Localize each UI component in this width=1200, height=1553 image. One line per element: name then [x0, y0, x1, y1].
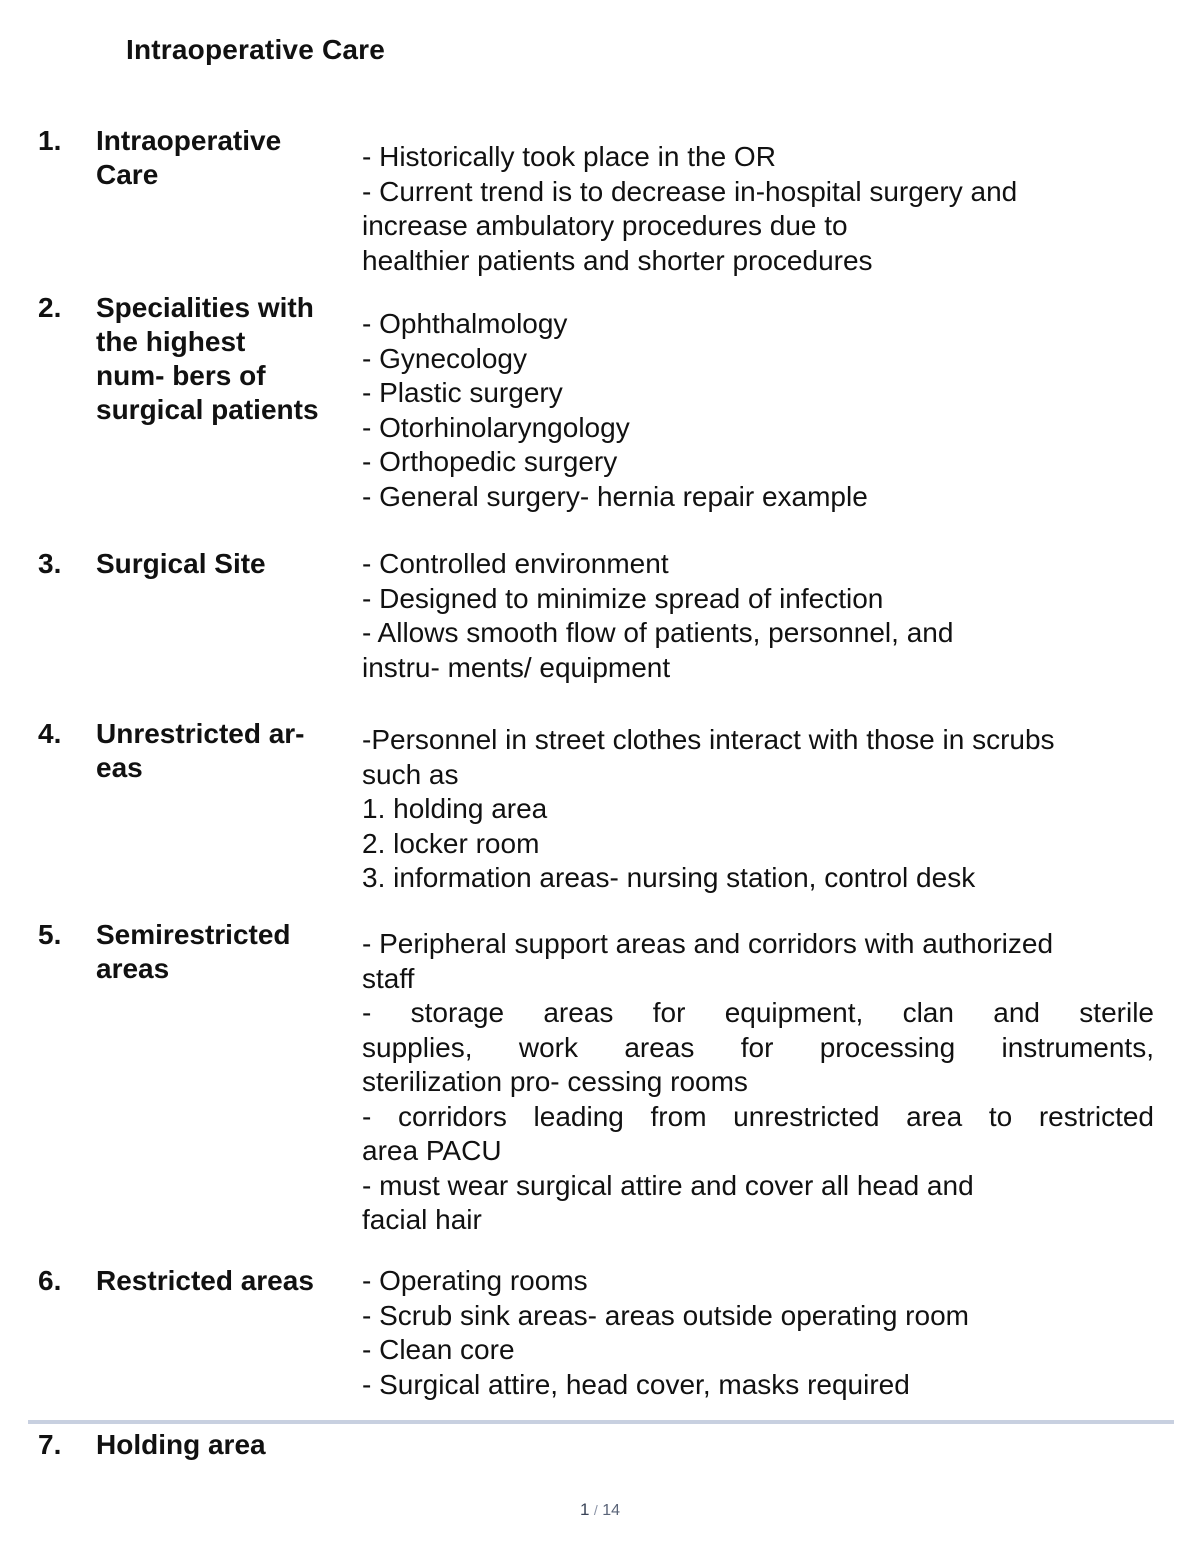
item-description: - Historically took place in the OR - Current trend is to decrease in-hospital surgery and increase ambulatory procedures due to healthier patients and shorter procedures	[362, 141, 1018, 276]
item-number: 6.	[38, 1265, 62, 1296]
item-term: Intraoperative Care	[96, 125, 282, 190]
item-term: Restricted areas	[96, 1265, 314, 1296]
item-term: Unrestricted ar- eas	[96, 718, 305, 783]
item-number: 4.	[38, 718, 62, 749]
item-term: Semirestricted areas	[96, 919, 291, 984]
total-pages: 14	[602, 1502, 621, 1519]
current-page: 1	[579, 1500, 590, 1519]
item-term: Holding area	[96, 1429, 266, 1460]
item-number: 5.	[38, 919, 62, 950]
item-number: 2.	[38, 292, 62, 323]
page-break-divider	[28, 1420, 1174, 1424]
document-title: Intraoperative Care	[126, 34, 386, 65]
item-number: 7.	[38, 1429, 62, 1460]
item-number: 1.	[38, 125, 62, 156]
item-description: - Operating rooms - Scrub sink areas- areas outside operating room - Clean core - Surgical attire, head cover, masks required	[362, 1265, 969, 1400]
item-description: - Peripheral support areas and corridors with authorized staff - storage areas for equipment, clan and sterile supplies, work areas for processing instruments, sterilization pro- cessing rooms - corridors leading from unrestricted area to restricted area PACU - must wear surgical attire and cover all head and facial hair	[362, 928, 1154, 1235]
page-indicator	[0, 1500, 1200, 1520]
item-term: Surgical Site	[96, 548, 266, 579]
item-term: Specialities with the highest num- bers of surgical patients	[96, 292, 319, 425]
item-number: 3.	[38, 548, 62, 579]
item-description: -Personnel in street clothes interact with those in scrubs such as 1. holding area 2. locker room 3. information areas- nursing station, control desk	[362, 724, 1055, 893]
item-description: - Controlled environment - Designed to minimize spread of infection - Allows smooth flow of patients, personnel, and instru- ments/ equipment	[362, 548, 954, 683]
page-separator: /	[593, 1502, 598, 1518]
item-description: - Ophthalmology - Gynecology - Plastic surgery - Otorhinolaryngology - Orthopedic surgery - General surgery- hernia repair example	[362, 308, 868, 512]
